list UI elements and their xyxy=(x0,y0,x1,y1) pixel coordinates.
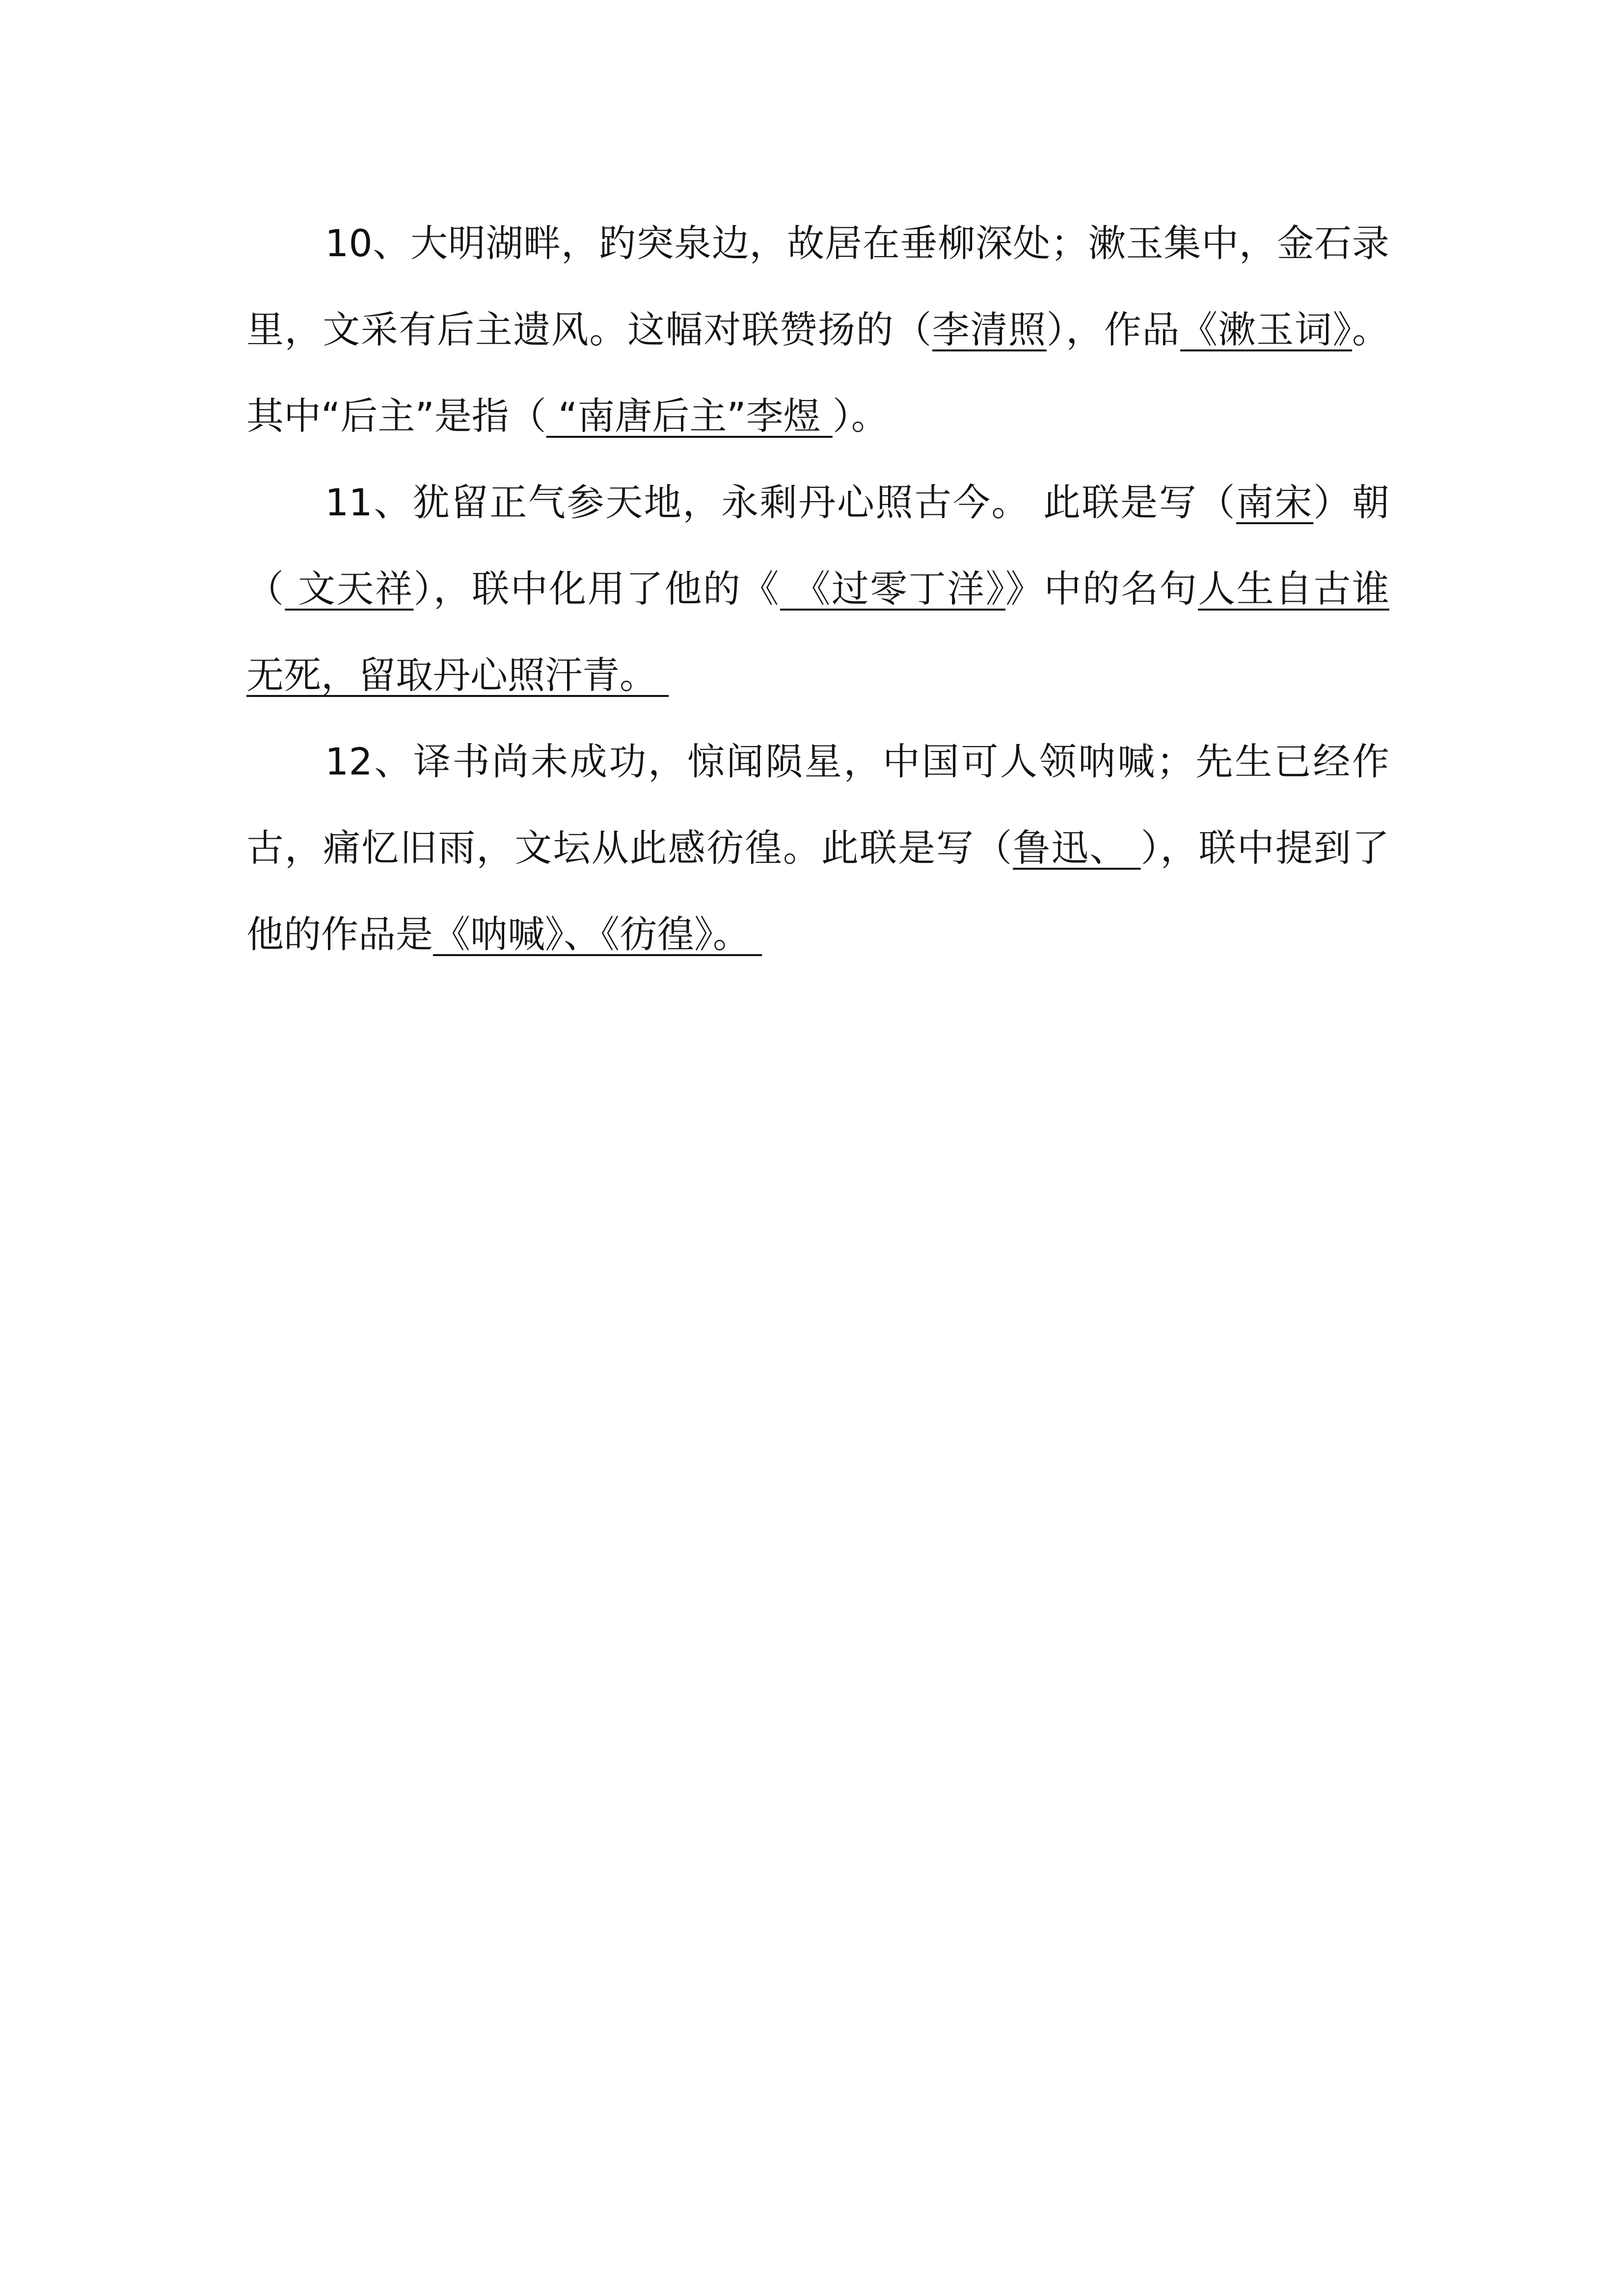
question-11-text-2: ）朝（ xyxy=(246,481,1390,611)
question-10-text-1: 10、大明湖畔，趵突泉边，故居在垂柳深处；漱玉集中，金石录里，文采有后主遗风。这幅对联赞扬的（ xyxy=(246,221,1389,351)
question-12-answer-person: 鲁迅、 xyxy=(1013,826,1141,870)
question-10-text-3: 。其中“后主”是指（ xyxy=(246,308,1390,438)
question-12-text-2: ），联中提到了他的作品是 xyxy=(246,826,1389,956)
question-10-text-4: ）。 xyxy=(832,394,889,438)
document-content xyxy=(246,200,1389,978)
question-10 xyxy=(246,200,1389,459)
question-11-answer-dynasty: 南宋 xyxy=(1236,481,1314,524)
question-11-answer-person: 文天祥 xyxy=(285,567,414,611)
question-10-answer-work: 《漱玉词》 xyxy=(1180,308,1353,351)
question-10-answer-houzhu: “南唐后主”李煜 xyxy=(546,394,833,438)
question-12 xyxy=(246,719,1389,978)
question-10-text-2: ），作品 xyxy=(1046,308,1181,351)
question-11-answer-poem: 《过零丁洋》 xyxy=(780,567,1006,611)
question-12-text-1: 12、译书尚未成功，惊闻陨星，中国可人领呐喊；先生已经作古，痛忆旧雨，文坛从此感彷徨。此联是写（ xyxy=(246,740,1389,870)
question-11-text-1: 11、犹留正气参天地，永剩丹心照古今。 此联是写（ xyxy=(325,481,1237,524)
question-11-text-3: ），联中化用了他的《 xyxy=(413,567,780,611)
question-10-answer-author: 李清照 xyxy=(932,308,1047,351)
question-12-answer-works: 《呐喊》、《彷徨》。 xyxy=(433,912,762,956)
question-11-text-4: 》中的名句 xyxy=(1005,567,1198,611)
question-11 xyxy=(246,459,1389,719)
question-11-answer-quote: 人生自古谁无死，留取丹心照汗青。 xyxy=(246,567,1389,697)
